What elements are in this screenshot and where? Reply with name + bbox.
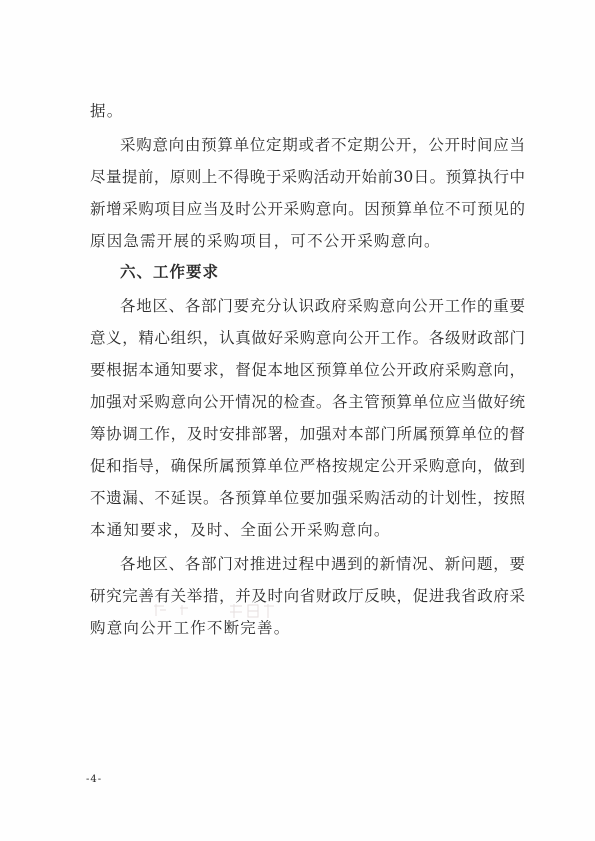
paragraph-line: 各地区、各部门对推进过程中遇到的新情况、新问题，要 (120, 555, 525, 573)
faded-stamp-mark (150, 600, 280, 622)
paragraph-line: 原因急需开展的采购项目，可不公开采购意向。 (90, 232, 441, 250)
paragraph-line: 据。 (90, 102, 124, 120)
paragraph-line: 本通知要求，及时、全面公开采购意向。 (90, 521, 391, 539)
paragraph-line: 购意向公开工作不断完善。 (90, 619, 291, 637)
page-number: -4- (86, 774, 103, 785)
paragraph-line: 各地区、各部门要充分认识政府采购意向公开工作的重要 (120, 297, 525, 315)
paragraph-line: 新增采购项目应当及时公开采购意向。因预算单位不可预见的 (90, 200, 525, 218)
paragraph-line: 不遗漏、不延误。各预算单位要加强采购活动的计划性，按照 (90, 489, 525, 507)
paragraph-line: 加强对采购意向公开情况的检查。各主管预算单位应当做好统 (90, 393, 525, 411)
paragraph-line: 意义，精心组织，认真做好采购意向公开工作。各级财政部门 (90, 329, 525, 347)
paragraph-line: 研究完善有关举措，并及时向省财政厅反映，促进我省政府采 (90, 587, 525, 605)
paragraph-line: 促和指导，确保所属预算单位严格按规定公开采购意向，做到 (90, 457, 525, 475)
paragraph-line: 采购意向由预算单位定期或者不定期公开，公开时间应当 (120, 136, 525, 154)
paragraph-line: 要根据本通知要求，督促本地区预算单位公开政府采购意向， (90, 361, 525, 379)
paragraph-line: 筹协调工作，及时安排部署，加强对本部门所属预算单位的督 (90, 425, 525, 443)
section-heading: 六、工作要求 (120, 263, 220, 281)
paragraph-line: 尽量提前，原则上不得晚于采购活动开始前30日。预算执行中 (90, 168, 525, 186)
